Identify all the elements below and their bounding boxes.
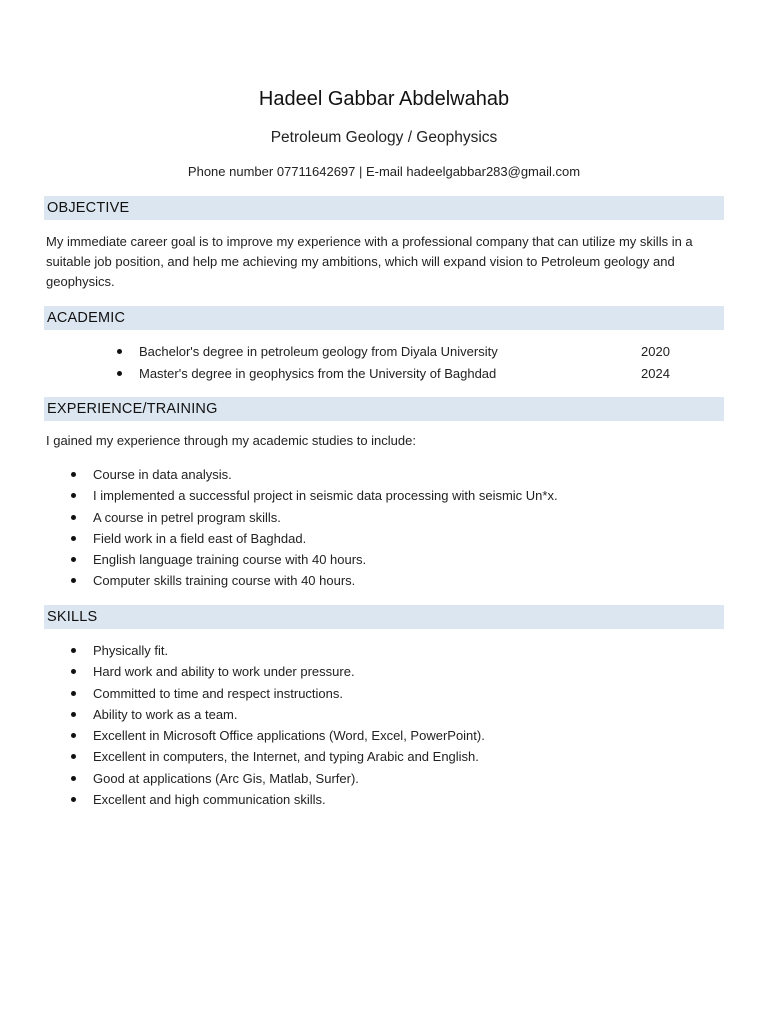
skill-item-text: Hard work and ability to work under pressure. <box>93 664 355 680</box>
skill-item-text: Committed to time and respect instructions. <box>93 685 343 701</box>
skill-item <box>70 789 710 810</box>
bullet-icon <box>71 515 76 520</box>
bullet-icon <box>71 493 76 498</box>
bullet-icon <box>71 648 76 653</box>
experience-item-text: English language training course with 40 hours. <box>93 552 367 568</box>
skills-heading: SKILLS <box>47 609 98 625</box>
academic-year: 2024 <box>641 366 670 381</box>
bullet-icon <box>71 733 76 738</box>
bullet-icon <box>71 557 76 562</box>
skill-item <box>70 704 710 725</box>
bullet-icon <box>71 578 76 583</box>
experience-item <box>70 528 710 549</box>
academic-degree: Bachelor's degree in petroleum geology from Diyala University <box>139 344 498 359</box>
experience-item-text: Course in data analysis. <box>93 467 232 482</box>
contact-line: Phone number 07711642697 | E-mail hadeelgabbar283@gmail.com <box>187 164 581 179</box>
experience-heading: EXPERIENCE/TRAINING <box>47 401 218 417</box>
skill-item <box>70 640 710 661</box>
experience-item <box>70 549 710 570</box>
skill-item <box>70 661 710 682</box>
skills-section-header <box>44 605 724 629</box>
experience-item-text: Computer skills training course with 40 hours. <box>93 573 356 589</box>
objective-text: My immediate career goal is to improve my experience with a professional company that can utilize my skills in a suitable job position, and help me achieving my ambitions, which will expand vision to Petroleum geology and geophysics. <box>46 234 693 289</box>
bullet-icon <box>71 669 76 674</box>
academic-section-header <box>44 306 724 330</box>
skills-list <box>70 640 710 810</box>
academic-year: 2020 <box>641 344 670 359</box>
academic-item <box>116 363 686 385</box>
skill-item <box>70 725 710 746</box>
bullet-icon <box>71 776 76 781</box>
experience-item <box>70 464 710 485</box>
experience-item <box>70 507 710 528</box>
skill-item <box>70 746 710 767</box>
bullet-icon <box>71 712 76 717</box>
skill-item-text: Excellent in computers, the Internet, and typing Arabic and English. <box>93 749 479 765</box>
experience-section-header <box>44 397 724 421</box>
bullet-icon <box>71 754 76 759</box>
skill-item-text: Ability to work as a team. <box>93 706 238 722</box>
bullet-icon <box>71 536 76 541</box>
experience-intro: I gained my experience through my academic studies to include: <box>46 433 416 448</box>
experience-item <box>70 570 710 591</box>
academic-item <box>116 341 686 363</box>
experience-item-text: I implemented a successful project in seismic data processing with seismic Un*x. <box>93 488 558 504</box>
skill-item <box>70 683 710 704</box>
candidate-name: Hadeel Gabbar Abdelwahab <box>258 88 510 110</box>
bullet-icon <box>117 349 122 354</box>
skill-item <box>70 768 710 789</box>
skill-item-text: Excellent in Microsoft Office applications (Word, Excel, PowerPoint). <box>93 728 485 744</box>
academic-degree: Master's degree in geophysics from the University of Baghdad <box>139 366 497 381</box>
objective-heading: OBJECTIVE <box>47 200 130 216</box>
objective-section-header <box>44 196 724 220</box>
skill-item-text: Physically fit. <box>93 643 169 658</box>
bullet-icon <box>71 797 76 802</box>
experience-item-text: Field work in a field east of Baghdad. <box>93 530 307 546</box>
skill-item-text: Good at applications (Arc Gis, Matlab, Surfer). <box>93 770 359 786</box>
bullet-icon <box>71 472 76 477</box>
bullet-icon <box>117 371 122 376</box>
academic-heading: ACADEMIC <box>47 310 126 326</box>
experience-item <box>70 485 710 506</box>
experience-item-text: A course in petrel program skills. <box>93 509 281 525</box>
experience-list <box>70 464 710 592</box>
bullet-icon <box>71 691 76 696</box>
academic-list <box>116 341 686 385</box>
skill-item-text: Excellent and high communication skills. <box>93 792 326 808</box>
candidate-field: Petroleum Geology / Geophysics <box>270 129 498 146</box>
